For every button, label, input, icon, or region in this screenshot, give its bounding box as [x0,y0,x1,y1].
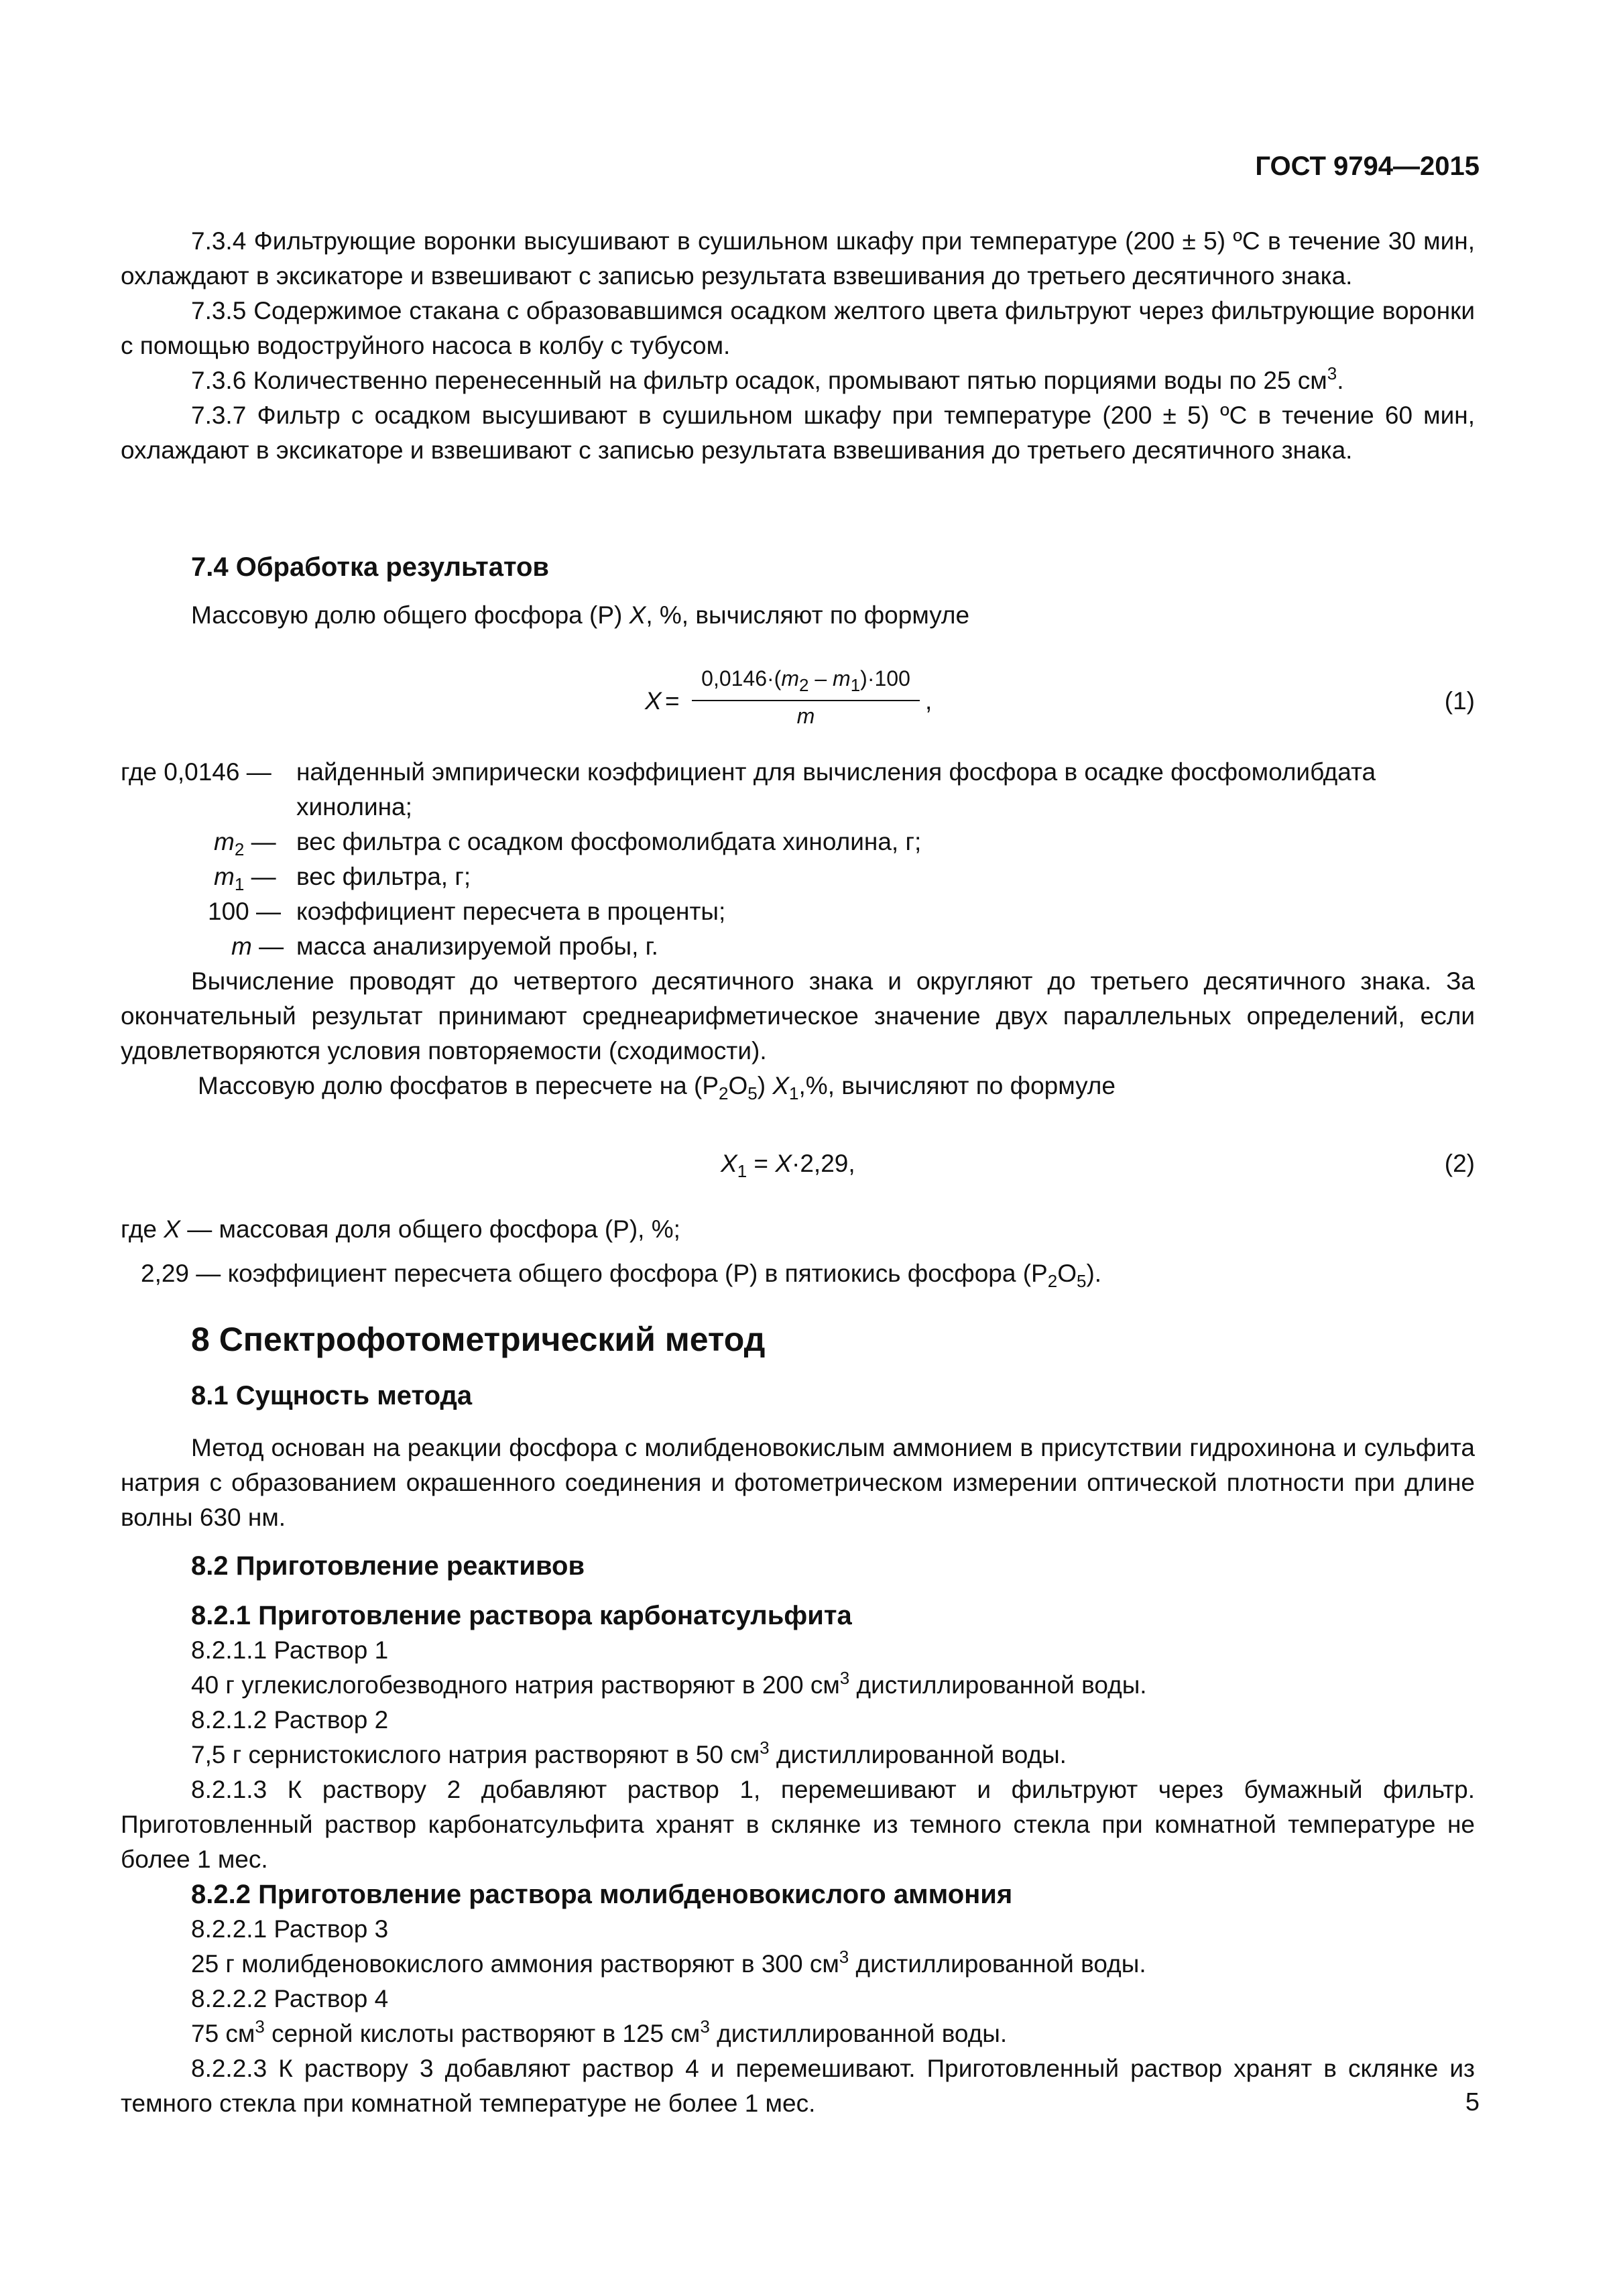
paragraph-8-2-2-3: 8.2.2.3 К раствору 3 добавляют раствор 4 и перемешивают. Приготовленный раствор хранят в склянке из темного стекла при комнатной температуре не более 1 мес. [121,2055,1475,2117]
item-8-2-2-1-text: 25 г молибденовокислого аммония растворяют в 300 $см^3$ дистиллированной воды. [191,1947,1146,1978]
formula-1-legend [121,755,1475,1103]
paragraph-7-3-7: 7.3.7 Фильтр с осадком высушивают в сушильном шкафу при температуре (200 ± 5) ºС в течение 60 мин, охлаждают в эксикаторе и взвешивают с записью результата взвешивания до третьего десятичного знака. [121,402,1475,464]
item-8-2-2-2-text: 75 $см^3$ серной кислоты растворяют в 125 $см^3$ дистиллированной воды. [191,2016,1008,2047]
item-8-2-1-2: 8.2.1.2 Раствор 2 [191,1706,389,1734]
item-8-2-1-1: 8.2.1.1 Раствор 1 [191,1636,389,1664]
paragraph-8-2-1-3: 8.2.1.3 К раствору 2 добавляют раствор 1, перемешивают и фильтруют через бумажный фильтр. Приготовленный раствор карбонатсульфита хранят в склянке из темного стекла при комнатной температуре не более 1 мес. [121,1776,1475,1873]
formula-2-number: (2) [1444,1150,1475,1177]
heading-8-1: 8.1 Сущность метода [191,1381,473,1410]
formula-2: $X_1 = X\cdot 2,29$, [721,1150,855,1181]
item-8-2-1-1-text: 40 г углекислогобезводного натрия растворяют в 200 $см^3$ дистиллированной воды. [191,1668,1147,1699]
heading-8-2: 8.2 Приготовление реактивов [191,1551,585,1581]
paragraph-8-1: Метод основан на реакции фосфора с молибденовокислым аммонием в присутствии гидрохинона и сульфита натрия с образованием окрашенного соединения и фотометрическом измерении оптической плотности при длине волны 630 нм. [121,1434,1475,1531]
document-header: ГОСТ 9794—2015 [1255,152,1480,181]
section-8 [121,1322,1475,2121]
formula-1-denominator: m [796,704,815,728]
heading-7-4: 7.4 Обработка результатов [191,552,550,582]
section-7-4 [121,550,1475,633]
legend-item: m — масса анализируемой пробы, г. [231,932,658,960]
legend-item: 2,29 — коэффициент пересчета общего фосфора (Р) в пятиокись фосфора $(Р_2О_5)$. [141,1260,1102,1291]
legend-item: $m_1$ — вес фильтра, г; [214,863,471,894]
heading-8-2-1: 8.2.1 Приготовление раствора карбонатсульфита [191,1601,852,1630]
item-8-2-1-2-text: 7,5 г сернистокислого натрия растворяют в 50 $см^3$ дистиллированной воды. [191,1738,1067,1768]
paragraph-calculation: Вычисление проводят до четвертого десятичного знака и округляют до третьего десятичного знака. За окончательный результат принимают среднеарифметическое значение двух параллельных определений, если удовлетворяются условия повторяемости (сходимости). [121,967,1475,1065]
legend-item: где 0,0146 — найденный эмпирически коэффициент для вычисления фосфора в осадке фосфомолибдата хинолина; [121,758,1376,821]
heading-8: 8 Спектрофотометрический метод [191,1321,766,1358]
page-number: 5 [1465,2088,1480,2116]
legend-item: где X — массовая доля общего фосфора (Р), %; [121,1215,680,1243]
item-8-2-2-2: 8.2.2.2 Раствор 4 [191,1985,389,2012]
document-page: ГОСТ 9794—2015 7.3.4 Фильтрующие воронки высушивают в сушильном шкафу при температуре (200 ± 5) ºС в течение 30 мин, охлаждают в эксикаторе и взвешивают с записью результата взвешивания до третьего десятичного знака. 7.3.5 Содержимое стакана с образовавшимся осадком желтого цвета фильтруют через фильтрующие воронки с помощью водоструйного насоса в колбу с тубусом. 7.3.6 Количественно перенесенный на фильтр осадок, промывают пятью порциями воды по 25 $см^3$. 7.3.7 Фильтр с осадком высушивают в сушильном шкафу при температуре (200 ± 5) ºС в течение 60 мин, охлаждают в эксикаторе и взвешивают с записью результата взвешивания до третьего десятичного знака. 7.4 Обработка результатов Массовую долю общего фосфора (Р) X, %, вычисляют по формуле X = $0,0146\cdot(m_2 - m_1)\cdot 100$ m , (1) где 0,0146 — найденный эмпирически коэффициент для вычисления фосфора в осадке фосфомолибдата хинолина; $m_2$ — вес фильтра с осадком фосфомолибдата хинолина, г; $m_1$ — вес фильтра, г; 100 — коэффициент пересчета в проценты; m — масса анализируемой пробы, г. Вычисление проводят до четвертого десятичного знака и округляют до третьего десятичного знака. За окончательный результат принимают среднеарифметическое значение двух параллельных определений, если удовлетворяются условия повторяемости (сходимости). Массовую долю фосфатов в пересчете на $(Р_2О_5)$ $X_1,\%$, вычисляют по формуле $X_1 = X\cdot 2,29$, (2) где X — массовая доля общего фосфора (Р), %; 2,29 — коэффициент пересчета общего фосфора (Р) в пятиокись фосфора $(Р_2О_5)$. 8 Спектрофотометрический метод 8.1 Сущность метода Метод основан на реакции фосфора с молибденовокислым аммонием в присутствии гидрохинона и сульфита натрия с образованием окрашенного соединения и фотометрическом измерении оптической плотности при длине волны 630 нм. 8.2 Приготовление реактивов 8.2.1 Приготовление раствора карбонатсульфита 8.2.1.1 Раствор 1 40 г углекислогобезводного натрия растворяют в 200 $см^3$ дистиллированной воды. 8.2.1.2 Раствор 2 7,5 г сернистокислого натрия растворяют в 50 $см^3$ дистиллированной воды. 8.2.1.3 К раствору 2 добавляют раствор 1, перемешивают и фильтруют через бумажный фильтр. Приготовленный раствор карбонатсульфита хранят в склянке из темного стекла при комнатной температуре не более 1 мес. 8.2.2 Приготовление раствора молибденовокислого аммония 8.2.2.1 Раствор 3 25 г молибденовокислого аммония растворяют в 300 $см^3$ дистиллированной воды. 8.2.2.2 Раствор 4 75 $см^3$ серной кислоты растворяют в 125 $см^3$ дистиллированной воды. 8.2.2.3 К раствору 3 добавляют раствор 4 и перемешивают. Приготовленный раствор хранят в склянке из темного стекла при комнатной температуре не более 1 мес. 5 [0,0,1623,2296]
heading-8-2-2: 8.2.2 Приготовление раствора молибденовокислого аммония [191,1880,1013,1909]
paragraph-7-3-5: 7.3.5 Содержимое стакана с образовавшимся осадком желтого цвета фильтруют через фильтрующие воронки с помощью водоструйного насоса в колбу с тубусом. [121,297,1475,359]
paragraph-7-4-intro: Массовую долю общего фосфора (Р) X, %, вычисляют по формуле [191,601,970,629]
formula-1-number: (1) [1444,687,1475,715]
legend-item: 100 — коэффициент пересчета в проценты; [208,898,726,925]
paragraph-7-3-4: 7.3.4 Фильтрующие воронки высушивают в сушильном шкафу при температуре (200 ± 5) ºС в течение 30 мин, охлаждают в эксикаторе и взвешивают с записью результата взвешивания до третьего десятичного знака. [121,227,1475,290]
legend-item: $m_2$ — вес фильтра с осадком фосфомолибдата хинолина, г; [214,828,922,859]
formula-2-legend [121,1212,1475,1291]
formula-1-fraction-line [692,700,920,701]
paragraph-phosphates: Массовую долю фосфатов в пересчете на $(Р_2О_5)$ $X_1,\%$, вычисляют по формуле [198,1072,1116,1103]
section-7-3-continued [121,224,1475,468]
paragraph-7-3-6: 7.3.6 Количественно перенесенный на фильтр осадок, промывают пятью порциями воды по 25 $см^3$. [191,363,1344,394]
item-8-2-2-1: 8.2.2.1 Раствор 3 [191,1915,389,1943]
formula-1-numerator: $0,0146\cdot(m_2 - m_1)\cdot 100$ [701,666,910,695]
